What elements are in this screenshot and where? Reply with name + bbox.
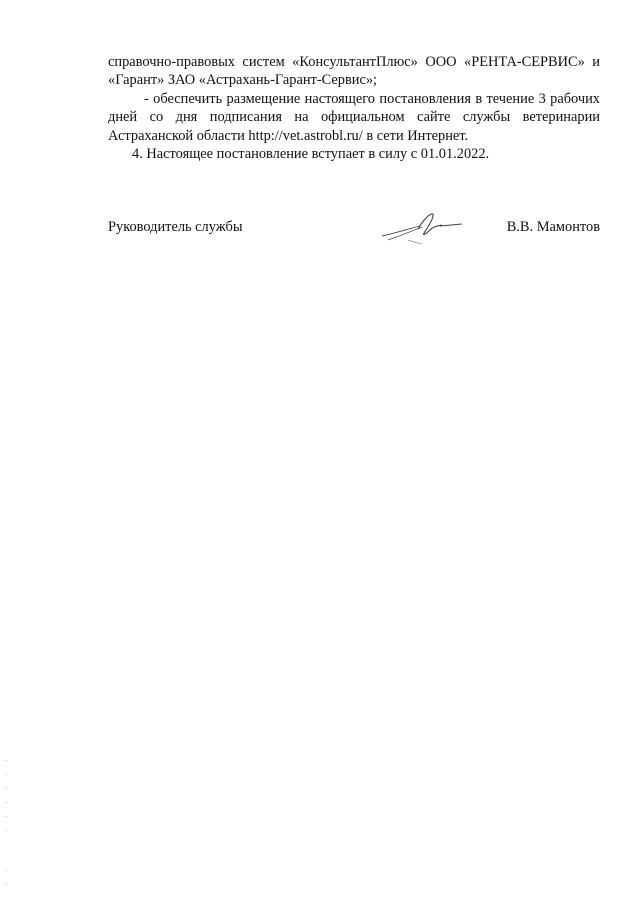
paragraph-bullet: - обеспечить размещение настоящего постановления в течение 3 рабочих дней со дня подписания на официальном сайте службы ветеринарии Астраханской области http://vet.astrobl.ru/ в сети Интернет. bbox=[108, 90, 600, 144]
signatory-name: В.В. Мамонтов bbox=[506, 219, 600, 235]
paragraph-continuation: справочно-правовых систем «КонсультантПлюс» ООО «РЕНТА-СЕРВИС» и «Гарант» ЗАО «Астрахань-Гарант-Сервис»; bbox=[108, 54, 600, 89]
signatory-title: Руководитель службы bbox=[108, 219, 243, 235]
scan-margin-marks bbox=[6, 760, 8, 900]
paragraph-4: 4. Настоящее постановление вступает в силу с 01.01.2022. bbox=[132, 146, 490, 163]
handwritten-signature bbox=[378, 209, 468, 247]
document-body bbox=[108, 53, 600, 163]
signature-block bbox=[108, 215, 600, 243]
